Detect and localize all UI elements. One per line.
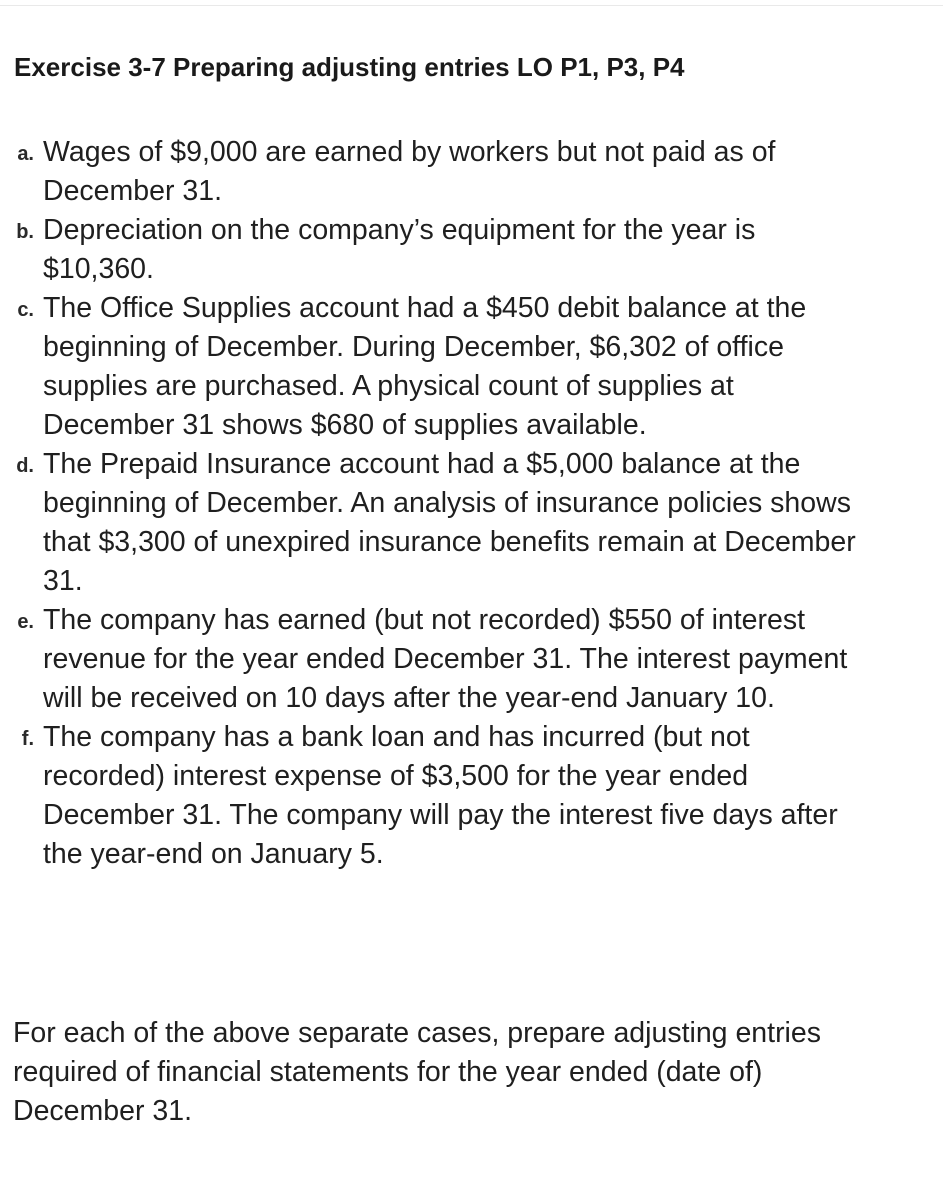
case-text: The Prepaid Insurance account had a $5,000 balance at the beginning of December. An analysis of insurance policies shows that $3,300 of unexpired insurance benefits remain at December 31. bbox=[43, 448, 856, 597]
case-text: Depreciation on the company’s equipment for the year is $10,360. bbox=[43, 214, 756, 285]
case-letter: f. bbox=[21, 728, 34, 750]
case-item-e bbox=[0, 601, 943, 718]
case-item-d bbox=[0, 445, 943, 601]
case-item-f bbox=[0, 718, 943, 874]
case-letter: e. bbox=[17, 611, 34, 633]
case-item-b bbox=[0, 211, 943, 289]
case-text: Wages of $9,000 are earned by workers but not paid as of December 31. bbox=[43, 136, 776, 207]
case-letter: d. bbox=[16, 455, 34, 477]
top-divider bbox=[0, 5, 943, 6]
case-item-c bbox=[0, 289, 943, 445]
case-item-a bbox=[0, 133, 943, 211]
instruction-text: For each of the above separate cases, prepare adjusting entries required of financial statements for the year ended (date of) December 31. bbox=[13, 1017, 821, 1127]
case-letter: a. bbox=[17, 143, 34, 165]
case-text: The company has a bank loan and has incurred (but not recorded) interest expense of $3,500 for the year ended December 31. The company will pay the interest five days after the year-end on January 5. bbox=[43, 721, 838, 870]
adjustment-case-list bbox=[0, 133, 943, 874]
exercise-title: Exercise 3-7 Preparing adjusting entries LO P1, P3, P4 bbox=[14, 52, 685, 82]
case-text: The Office Supplies account had a $450 debit balance at the beginning of December. During December, $6,302 of office supplies are purchased. A physical count of supplies at December 31 shows $680 of supplies available. bbox=[43, 292, 807, 441]
case-letter: c. bbox=[17, 299, 34, 321]
case-text: The company has earned (but not recorded) $550 of interest revenue for the year ended December 31. The interest payment will be received on 10 days after the year-end January 10. bbox=[43, 604, 848, 714]
case-letter: b. bbox=[16, 221, 34, 243]
